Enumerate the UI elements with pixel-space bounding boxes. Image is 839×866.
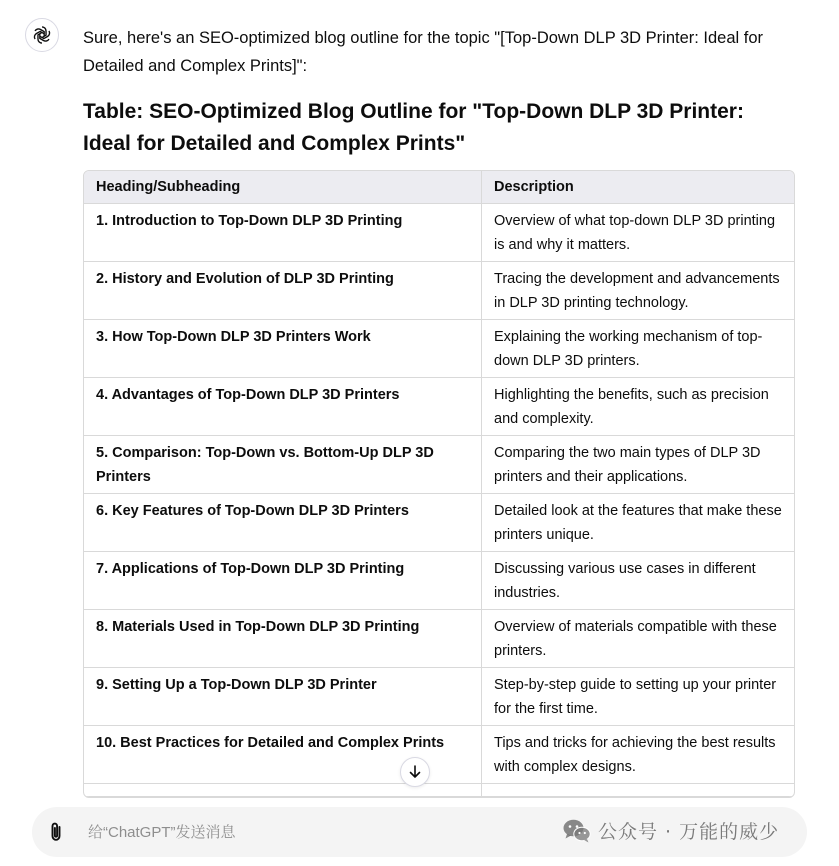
row-description: Tips and tricks for achieving the best results with complex designs. [482,726,794,784]
row-description: Comparing the two main types of DLP 3D printers and their applications. [482,436,794,494]
table-row [84,262,794,320]
attach-button[interactable] [44,820,68,844]
watermark [562,817,779,844]
row-heading: 9. Setting Up a Top-Down DLP 3D Printer [84,668,482,726]
row-description: Explaining the working mechanism of top-down DLP 3D printers. [482,320,794,378]
column-header-heading: Heading/Subheading [84,171,482,204]
row-description: Discussing various use cases in different industries. [482,552,794,610]
table-row [84,494,794,552]
openai-logo-icon [31,24,53,46]
table-row [84,320,794,378]
table-row [84,378,794,436]
table-row [84,436,794,494]
table-row-cutoff [84,784,794,797]
table-row [84,610,794,668]
column-header-description: Description [482,171,794,204]
row-description: Overview of materials compatible with these printers. [482,610,794,668]
row-description: Step-by-step guide to setting up your printer for the first time. [482,668,794,726]
scroll-to-bottom-button[interactable] [400,757,430,787]
assistant-avatar [25,18,59,52]
table-row [84,204,794,262]
row-description: Detailed look at the features that make these printers unique. [482,494,794,552]
assistant-message [83,24,795,798]
row-description: Tracing the development and advancements in DLP 3D printing technology. [482,262,794,320]
row-heading: 10. Best Practices for Detailed and Complex Prints [84,726,482,784]
row-heading: 2. History and Evolution of DLP 3D Printing [84,262,482,320]
table-row [84,552,794,610]
row-heading: 6. Key Features of Top-Down DLP 3D Printers [84,494,482,552]
row-heading: 3. How Top-Down DLP 3D Printers Work [84,320,482,378]
row-heading: 4. Advantages of Top-Down DLP 3D Printers [84,378,482,436]
arrow-down-icon [407,764,423,780]
table-row [84,726,794,784]
message-intro: Sure, here's an SEO-optimized blog outline for the topic "[Top-Down DLP 3D Printer: Ideal for Detailed and Complex Prints]": [83,29,764,75]
table-row [84,668,794,726]
watermark-text: 公众号 · 万能的威少 [598,821,780,843]
row-description: Overview of what top-down DLP 3D printing is and why it matters. [482,204,794,262]
wechat-icon [562,818,592,844]
paperclip-icon [46,821,66,843]
row-heading: 7. Applications of Top-Down DLP 3D Printing [84,552,482,610]
table-header-row [84,171,794,204]
row-heading: 5. Comparison: Top-Down vs. Bottom-Up DLP 3D Printers [84,436,482,494]
row-description: Highlighting the benefits, such as precision and complexity. [482,378,794,436]
outline-table [83,170,795,798]
message-input[interactable] [86,823,510,842]
outline-heading: Table: SEO-Optimized Blog Outline for "Top-Down DLP 3D Printer: Ideal for Detailed and Complex Prints" [83,100,744,155]
row-heading: 1. Introduction to Top-Down DLP 3D Printing [84,204,482,262]
row-heading: 8. Materials Used in Top-Down DLP 3D Printing [84,610,482,668]
